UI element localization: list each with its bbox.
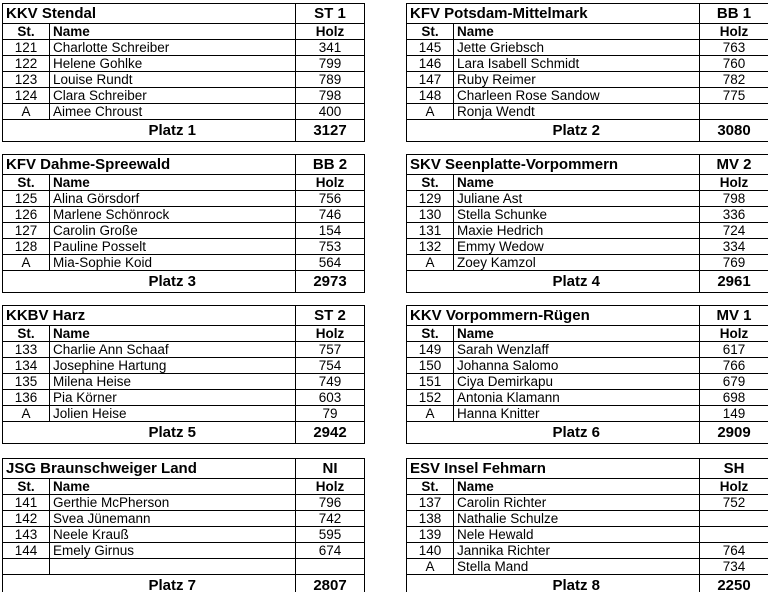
team-club-name: KFV Dahme-Spreewald	[3, 155, 296, 175]
column-header-holz: Holz	[700, 326, 768, 342]
player-name: Clara Schreiber	[50, 88, 296, 104]
player-score: 734	[700, 559, 768, 575]
player-score: 742	[296, 511, 365, 527]
table-row	[407, 223, 768, 239]
table-row	[407, 559, 768, 575]
table-row	[3, 358, 365, 374]
column-header-holz: Holz	[700, 175, 768, 191]
team-total-row	[3, 120, 365, 142]
player-name: Jannika Richter	[454, 543, 700, 559]
team-club-name: KKV Stendal	[3, 4, 296, 24]
table-row	[407, 72, 768, 88]
player-start-number: A	[3, 104, 50, 120]
team-table	[2, 305, 365, 444]
table-row	[407, 40, 768, 56]
player-start-number: 143	[3, 527, 50, 543]
column-header-row	[3, 326, 365, 342]
team-club-name: JSG Braunschweiger Land	[3, 459, 296, 479]
table-row	[407, 56, 768, 72]
player-score: 603	[296, 390, 365, 406]
player-start-number: 133	[3, 342, 50, 358]
table-row	[407, 374, 768, 390]
player-score: 752	[700, 495, 768, 511]
player-name: Johanna Salomo	[454, 358, 700, 374]
player-score: 754	[296, 358, 365, 374]
player-score	[296, 559, 365, 575]
player-score: 674	[296, 543, 365, 559]
column-header-st: St.	[407, 175, 454, 191]
player-start-number: 123	[3, 72, 50, 88]
player-start-number: 128	[3, 239, 50, 255]
player-name: Milena Heise	[50, 374, 296, 390]
player-score: 724	[700, 223, 768, 239]
column-header-st: St.	[407, 326, 454, 342]
table-row	[3, 511, 365, 527]
team-total-score: 2942	[296, 422, 365, 444]
team-placement: Platz 2	[454, 120, 700, 142]
column-header-st: St.	[3, 479, 50, 495]
team-total-score: 3080	[700, 120, 768, 142]
player-name: Emely Girnus	[50, 543, 296, 559]
table-row	[3, 374, 365, 390]
player-score: 769	[700, 255, 768, 271]
player-score: 746	[296, 207, 365, 223]
column-header-holz: Holz	[700, 479, 768, 495]
column-header-st: St.	[3, 24, 50, 40]
team-placement: Platz 5	[50, 422, 296, 444]
column-header-name: Name	[454, 326, 700, 342]
team-total-row	[407, 271, 768, 293]
table-row	[407, 255, 768, 271]
table-row	[3, 72, 365, 88]
player-name: Gerthie McPherson	[50, 495, 296, 511]
team-table	[2, 154, 365, 293]
player-score: 766	[700, 358, 768, 374]
player-start-number: 151	[407, 374, 454, 390]
column-header-row	[3, 24, 365, 40]
table-row	[407, 88, 768, 104]
column-header-holz: Holz	[296, 175, 365, 191]
table-row	[3, 223, 365, 239]
column-header-name: Name	[50, 326, 296, 342]
player-start-number: A	[3, 406, 50, 422]
player-name: Emmy Wedow	[454, 239, 700, 255]
footer-spacer	[3, 120, 50, 142]
column-header-holz: Holz	[296, 326, 365, 342]
footer-spacer	[407, 575, 454, 592]
player-start-number: 149	[407, 342, 454, 358]
team-placement: Platz 3	[50, 271, 296, 293]
table-row	[407, 358, 768, 374]
player-name: Neele Krauß	[50, 527, 296, 543]
player-score: 756	[296, 191, 365, 207]
player-name: Nathalie Schulze	[454, 511, 700, 527]
team-table	[406, 458, 768, 592]
player-score: 341	[296, 40, 365, 56]
player-start-number: 125	[3, 191, 50, 207]
player-name: Charlotte Schreiber	[50, 40, 296, 56]
team-code: SH	[700, 459, 768, 479]
player-start-number: 134	[3, 358, 50, 374]
player-name: Charlie Ann Schaaf	[50, 342, 296, 358]
player-start-number: 135	[3, 374, 50, 390]
column-header-name: Name	[50, 24, 296, 40]
player-start-number: 138	[407, 511, 454, 527]
team-header-row	[407, 4, 768, 24]
table-row	[407, 511, 768, 527]
player-start-number: 139	[407, 527, 454, 543]
player-name: Louise Rundt	[50, 72, 296, 88]
player-name: Lara Isabell Schmidt	[454, 56, 700, 72]
team-total-row	[407, 575, 768, 592]
player-score: 753	[296, 239, 365, 255]
player-name: Juliane Ast	[454, 191, 700, 207]
team-code: ST 2	[296, 306, 365, 326]
player-name: Pauline Posselt	[50, 239, 296, 255]
team-table	[406, 3, 768, 142]
player-start-number: A	[407, 255, 454, 271]
player-start-number: 131	[407, 223, 454, 239]
table-row	[3, 104, 365, 120]
table-row	[3, 40, 365, 56]
team-table	[406, 154, 768, 293]
player-name: Pia Körner	[50, 390, 296, 406]
team-table	[2, 3, 365, 142]
table-row	[407, 342, 768, 358]
player-name: Jette Griebsch	[454, 40, 700, 56]
team-total-row	[407, 422, 768, 444]
table-row	[3, 207, 365, 223]
column-header-row	[3, 479, 365, 495]
player-start-number: A	[3, 255, 50, 271]
team-total-row	[3, 271, 365, 293]
column-header-row	[3, 175, 365, 191]
team-total-score: 3127	[296, 120, 365, 142]
player-score: 336	[700, 207, 768, 223]
player-start-number: 150	[407, 358, 454, 374]
player-start-number: 126	[3, 207, 50, 223]
table-row	[407, 207, 768, 223]
column-header-row	[407, 479, 768, 495]
column-header-holz: Holz	[700, 24, 768, 40]
player-score: 782	[700, 72, 768, 88]
player-name: Helene Gohlke	[50, 56, 296, 72]
table-row	[3, 559, 365, 575]
table-row	[3, 191, 365, 207]
player-score: 775	[700, 88, 768, 104]
player-name: Ronja Wendt	[454, 104, 700, 120]
team-total-score: 2961	[700, 271, 768, 293]
team-club-name: SKV Seenplatte-Vorpommern	[407, 155, 700, 175]
player-name: Mia-Sophie Koid	[50, 255, 296, 271]
player-score: 749	[296, 374, 365, 390]
table-row	[3, 88, 365, 104]
player-start-number: 132	[407, 239, 454, 255]
table-row	[407, 104, 768, 120]
player-score: 564	[296, 255, 365, 271]
team-header-row	[3, 459, 365, 479]
player-start-number: 142	[3, 511, 50, 527]
column-header-holz: Holz	[296, 24, 365, 40]
table-row	[407, 543, 768, 559]
player-name: Carolin Große	[50, 223, 296, 239]
column-header-row	[407, 326, 768, 342]
player-start-number: 127	[3, 223, 50, 239]
player-start-number: 146	[407, 56, 454, 72]
footer-spacer	[407, 271, 454, 293]
team-total-score: 2909	[700, 422, 768, 444]
player-start-number: 152	[407, 390, 454, 406]
team-placement: Platz 1	[50, 120, 296, 142]
player-name: Stella Schunke	[454, 207, 700, 223]
player-start-number: 147	[407, 72, 454, 88]
player-name: Antonia Klamann	[454, 390, 700, 406]
player-score: 796	[296, 495, 365, 511]
table-row	[3, 56, 365, 72]
player-start-number: 121	[3, 40, 50, 56]
player-score: 798	[296, 88, 365, 104]
team-club-name: KKV Vorpommern-Rügen	[407, 306, 700, 326]
column-header-name: Name	[454, 479, 700, 495]
player-name	[50, 559, 296, 575]
player-start-number: 144	[3, 543, 50, 559]
player-name: Hanna Knitter	[454, 406, 700, 422]
column-header-st: St.	[407, 24, 454, 40]
column-header-row	[407, 175, 768, 191]
column-header-name: Name	[454, 175, 700, 191]
player-start-number: 124	[3, 88, 50, 104]
player-score: 149	[700, 406, 768, 422]
team-total-score: 2807	[296, 575, 365, 592]
table-row	[3, 255, 365, 271]
player-name: Aimee Chroust	[50, 104, 296, 120]
team-club-name: KFV Potsdam-Mittelmark	[407, 4, 700, 24]
footer-spacer	[3, 271, 50, 293]
table-row	[407, 527, 768, 543]
team-club-name: ESV Insel Fehmarn	[407, 459, 700, 479]
player-score: 617	[700, 342, 768, 358]
player-score: 757	[296, 342, 365, 358]
player-score: 154	[296, 223, 365, 239]
player-start-number: A	[407, 559, 454, 575]
player-score: 763	[700, 40, 768, 56]
footer-spacer	[407, 120, 454, 142]
table-row	[407, 406, 768, 422]
player-score	[700, 511, 768, 527]
player-start-number: 136	[3, 390, 50, 406]
player-start-number: A	[407, 406, 454, 422]
table-row	[3, 543, 365, 559]
table-row	[3, 406, 365, 422]
column-header-name: Name	[454, 24, 700, 40]
team-code: ST 1	[296, 4, 365, 24]
player-start-number: 137	[407, 495, 454, 511]
player-name: Jolien Heise	[50, 406, 296, 422]
player-score: 400	[296, 104, 365, 120]
table-row	[407, 390, 768, 406]
player-start-number: 129	[407, 191, 454, 207]
table-row	[407, 191, 768, 207]
team-club-name: KKBV Harz	[3, 306, 296, 326]
team-total-row	[3, 575, 365, 592]
team-placement: Platz 6	[454, 422, 700, 444]
team-table	[406, 305, 768, 444]
player-name: Carolin Richter	[454, 495, 700, 511]
team-header-row	[407, 459, 768, 479]
footer-spacer	[407, 422, 454, 444]
player-name: Marlene Schönrock	[50, 207, 296, 223]
player-start-number: 145	[407, 40, 454, 56]
team-placement: Platz 7	[50, 575, 296, 592]
column-header-st: St.	[3, 175, 50, 191]
player-start-number: 130	[407, 207, 454, 223]
player-start-number: 141	[3, 495, 50, 511]
player-score: 789	[296, 72, 365, 88]
player-score: 764	[700, 543, 768, 559]
column-header-row	[407, 24, 768, 40]
table-row	[3, 342, 365, 358]
column-header-name: Name	[50, 479, 296, 495]
player-score: 799	[296, 56, 365, 72]
team-code: BB 1	[700, 4, 768, 24]
player-name: Sarah Wenzlaff	[454, 342, 700, 358]
player-score: 760	[700, 56, 768, 72]
player-score: 698	[700, 390, 768, 406]
player-name: Nele Hewald	[454, 527, 700, 543]
table-row	[3, 239, 365, 255]
column-header-name: Name	[50, 175, 296, 191]
column-header-st: St.	[407, 479, 454, 495]
player-start-number: 122	[3, 56, 50, 72]
team-placement: Platz 8	[454, 575, 700, 592]
player-score: 679	[700, 374, 768, 390]
team-total-score: 2973	[296, 271, 365, 293]
team-code: BB 2	[296, 155, 365, 175]
team-total-row	[3, 422, 365, 444]
table-row	[407, 239, 768, 255]
column-header-holz: Holz	[296, 479, 365, 495]
table-row	[3, 495, 365, 511]
player-name: Ciya Demirkapu	[454, 374, 700, 390]
team-header-row	[3, 306, 365, 326]
player-score: 595	[296, 527, 365, 543]
player-score	[700, 104, 768, 120]
team-header-row	[407, 306, 768, 326]
team-code: NI	[296, 459, 365, 479]
team-total-score: 2250	[700, 575, 768, 592]
player-name: Maxie Hedrich	[454, 223, 700, 239]
player-name: Zoey Kamzol	[454, 255, 700, 271]
team-code: MV 1	[700, 306, 768, 326]
player-start-number: 148	[407, 88, 454, 104]
player-name: Stella Mand	[454, 559, 700, 575]
player-score	[700, 527, 768, 543]
player-name: Josephine Hartung	[50, 358, 296, 374]
team-placement: Platz 4	[454, 271, 700, 293]
player-score: 798	[700, 191, 768, 207]
table-row	[3, 527, 365, 543]
player-score: 334	[700, 239, 768, 255]
player-start-number: A	[407, 104, 454, 120]
table-row	[407, 495, 768, 511]
team-total-row	[407, 120, 768, 142]
player-name: Alina Görsdorf	[50, 191, 296, 207]
team-header-row	[407, 155, 768, 175]
footer-spacer	[3, 422, 50, 444]
column-header-st: St.	[3, 326, 50, 342]
team-header-row	[3, 4, 365, 24]
player-score: 79	[296, 406, 365, 422]
team-code: MV 2	[700, 155, 768, 175]
player-name: Charleen Rose Sandow	[454, 88, 700, 104]
table-row	[3, 390, 365, 406]
footer-spacer	[3, 575, 50, 592]
player-start-number	[3, 559, 50, 575]
team-table	[2, 458, 365, 592]
player-name: Svea Jünemann	[50, 511, 296, 527]
player-name: Ruby Reimer	[454, 72, 700, 88]
team-header-row	[3, 155, 365, 175]
player-start-number: 140	[407, 543, 454, 559]
